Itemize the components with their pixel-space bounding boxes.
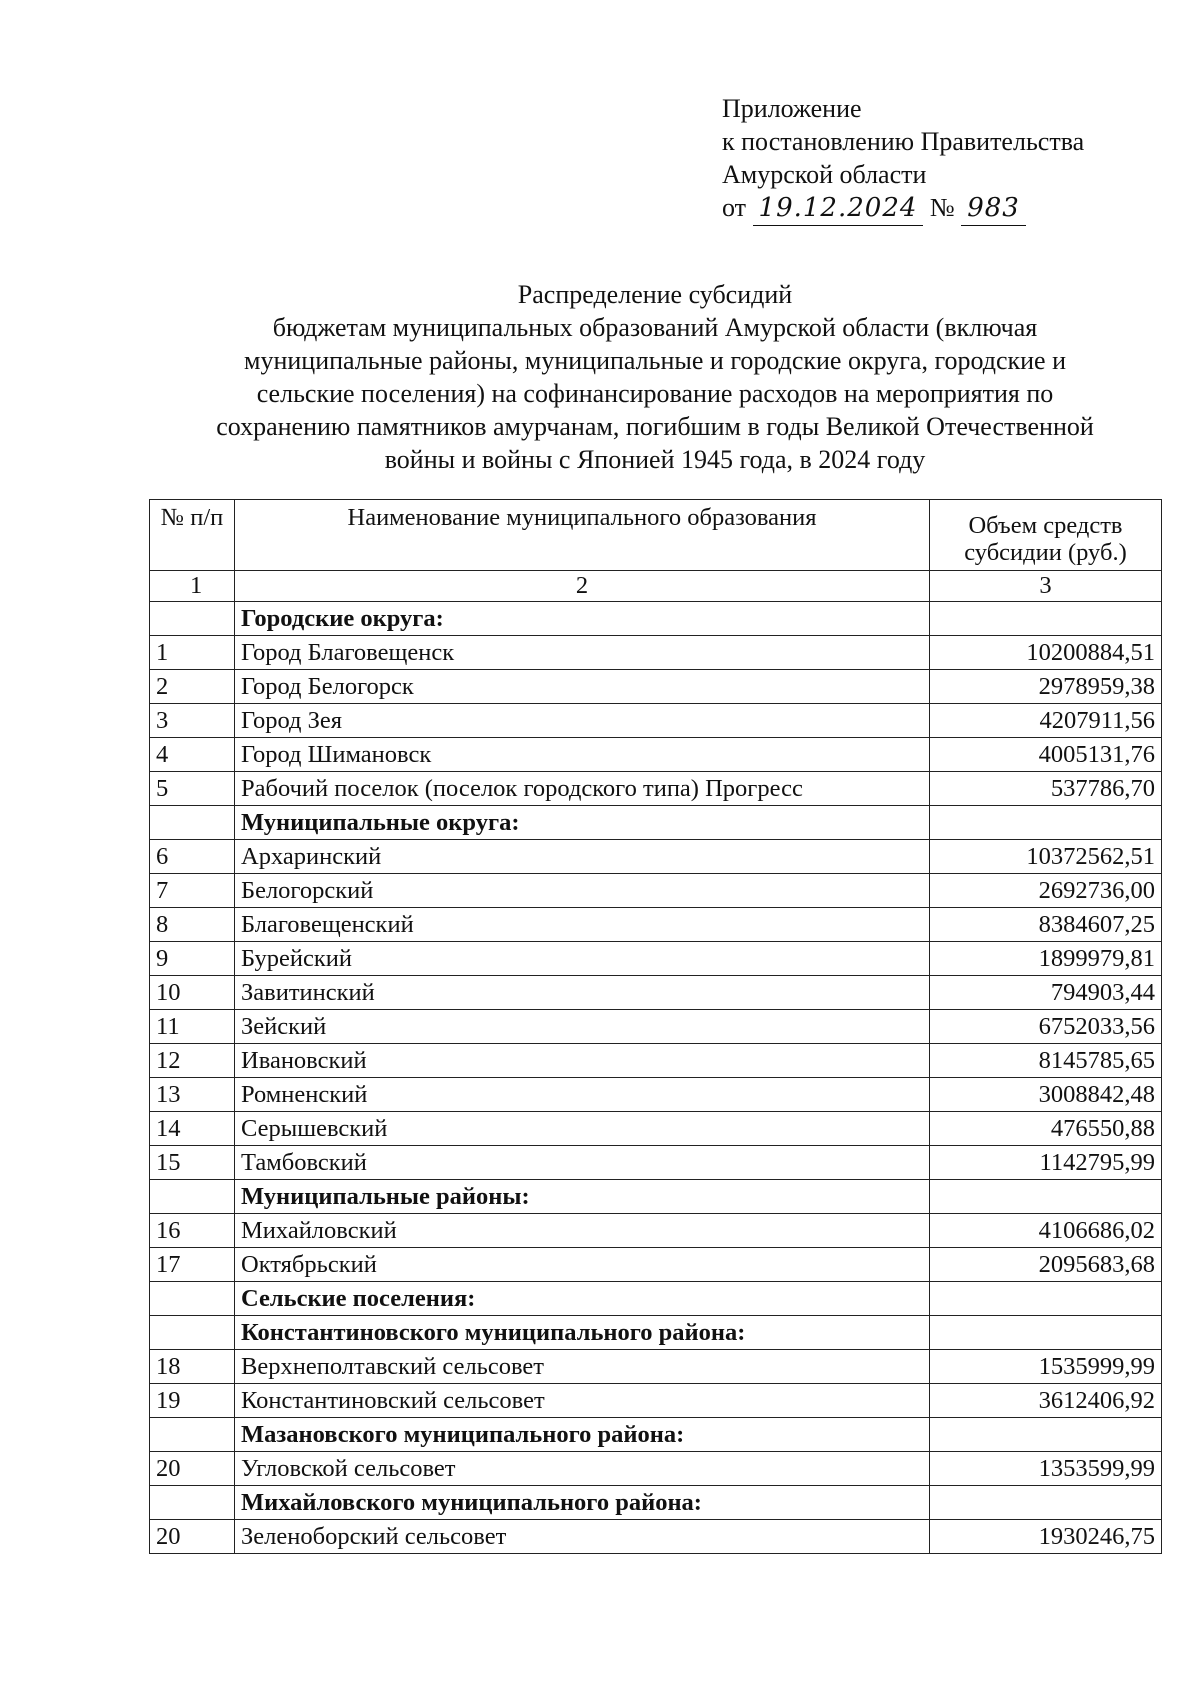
row-amount: 2095683,68 bbox=[930, 1248, 1162, 1282]
row-amount: 6752033,56 bbox=[930, 1010, 1162, 1044]
table-row bbox=[150, 1044, 1162, 1078]
table-row bbox=[150, 704, 1162, 738]
row-number: 11 bbox=[150, 1010, 235, 1044]
row-number bbox=[150, 1486, 235, 1520]
section-row bbox=[150, 1486, 1162, 1520]
subsidy-table bbox=[149, 499, 1162, 1554]
table-row bbox=[150, 772, 1162, 806]
column-number-row bbox=[150, 571, 1162, 602]
appendix-date-line bbox=[722, 191, 1162, 226]
table-row bbox=[150, 1146, 1162, 1180]
row-number: 16 bbox=[150, 1214, 235, 1248]
row-number: 2 bbox=[150, 670, 235, 704]
table-row bbox=[150, 1078, 1162, 1112]
row-number bbox=[150, 1282, 235, 1316]
header-name: Наименование муниципального образования bbox=[235, 500, 930, 571]
row-name: Город Белогорск bbox=[235, 670, 930, 704]
heading-line: Распределение субсидий bbox=[517, 280, 793, 309]
table-row bbox=[150, 1112, 1162, 1146]
column-number: 3 bbox=[930, 571, 1162, 602]
row-number: 1 bbox=[150, 636, 235, 670]
table-body bbox=[150, 602, 1162, 1554]
table-row bbox=[150, 942, 1162, 976]
row-number: 5 bbox=[150, 772, 235, 806]
row-name: Сельские поселения: bbox=[235, 1282, 930, 1316]
row-name: Тамбовский bbox=[235, 1146, 930, 1180]
heading-line: сохранению памятников амурчанам, погибшим в годы Великой Отечественной bbox=[216, 412, 1094, 441]
row-number: 3 bbox=[150, 704, 235, 738]
row-number: 18 bbox=[150, 1350, 235, 1384]
row-number: 20 bbox=[150, 1520, 235, 1554]
row-number: 4 bbox=[150, 738, 235, 772]
section-row bbox=[150, 1418, 1162, 1452]
handwritten-number: 983 bbox=[961, 192, 1026, 226]
row-amount: 476550,88 bbox=[930, 1112, 1162, 1146]
row-number bbox=[150, 602, 235, 636]
table-row bbox=[150, 1248, 1162, 1282]
row-number: 12 bbox=[150, 1044, 235, 1078]
row-name: Благовещенский bbox=[235, 908, 930, 942]
section-row bbox=[150, 806, 1162, 840]
row-name: Белогорский bbox=[235, 874, 930, 908]
row-name: Мазановского муниципального района: bbox=[235, 1418, 930, 1452]
row-number: 9 bbox=[150, 942, 235, 976]
row-number: 13 bbox=[150, 1078, 235, 1112]
row-name: Ивановский bbox=[235, 1044, 930, 1078]
column-number: 2 bbox=[235, 571, 930, 602]
row-name: Городские округа: bbox=[235, 602, 930, 636]
row-amount bbox=[930, 1418, 1162, 1452]
row-name: Завитинский bbox=[235, 976, 930, 1010]
heading-line: войны и войны с Японией 1945 года, в 2024 году bbox=[384, 445, 926, 474]
row-name: Город Зея bbox=[235, 704, 930, 738]
row-name: Город Благовещенск bbox=[235, 636, 930, 670]
row-amount: 8384607,25 bbox=[930, 908, 1162, 942]
row-amount bbox=[930, 602, 1162, 636]
row-name: Город Шимановск bbox=[235, 738, 930, 772]
row-name: Угловской сельсовет bbox=[235, 1452, 930, 1486]
heading-line: бюджетам муниципальных образований Амурской области (включая bbox=[272, 313, 1038, 342]
row-number: 20 bbox=[150, 1452, 235, 1486]
row-number: 8 bbox=[150, 908, 235, 942]
document-heading bbox=[150, 278, 1160, 476]
row-amount bbox=[930, 806, 1162, 840]
row-name: Константиновский сельсовет bbox=[235, 1384, 930, 1418]
table-row bbox=[150, 908, 1162, 942]
row-amount: 4005131,76 bbox=[930, 738, 1162, 772]
row-number bbox=[150, 1418, 235, 1452]
row-name: Ромненский bbox=[235, 1078, 930, 1112]
row-number: 15 bbox=[150, 1146, 235, 1180]
row-amount: 3008842,48 bbox=[930, 1078, 1162, 1112]
row-amount: 3612406,92 bbox=[930, 1384, 1162, 1418]
row-amount: 794903,44 bbox=[930, 976, 1162, 1010]
row-amount: 4106686,02 bbox=[930, 1214, 1162, 1248]
row-name: Архаринский bbox=[235, 840, 930, 874]
header-number: № п/п bbox=[150, 500, 235, 571]
row-amount bbox=[930, 1282, 1162, 1316]
row-name: Октябрьский bbox=[235, 1248, 930, 1282]
row-amount: 8145785,65 bbox=[930, 1044, 1162, 1078]
row-amount: 10200884,51 bbox=[930, 636, 1162, 670]
heading-line: муниципальные районы, муниципальные и городские округа, городские и bbox=[244, 346, 1066, 375]
table-row bbox=[150, 1010, 1162, 1044]
table-row bbox=[150, 636, 1162, 670]
row-amount: 2978959,38 bbox=[930, 670, 1162, 704]
row-number bbox=[150, 1180, 235, 1214]
appendix-block bbox=[722, 92, 1162, 226]
row-name: Константиновского муниципального района: bbox=[235, 1316, 930, 1350]
row-amount: 1899979,81 bbox=[930, 942, 1162, 976]
section-row bbox=[150, 1180, 1162, 1214]
header-amount: Объем средств субсидии (руб.) bbox=[930, 500, 1162, 571]
table-row bbox=[150, 1520, 1162, 1554]
row-name: Верхнеполтавский сельсовет bbox=[235, 1350, 930, 1384]
table-row bbox=[150, 738, 1162, 772]
row-number: 10 bbox=[150, 976, 235, 1010]
row-name: Рабочий поселок (поселок городского типа) Прогресс bbox=[235, 772, 930, 806]
row-amount bbox=[930, 1486, 1162, 1520]
row-name: Михайловского муниципального района: bbox=[235, 1486, 930, 1520]
table-row bbox=[150, 840, 1162, 874]
section-row bbox=[150, 1316, 1162, 1350]
row-number bbox=[150, 1316, 235, 1350]
row-number bbox=[150, 806, 235, 840]
row-name: Зеленоборский сельсовет bbox=[235, 1520, 930, 1554]
table-row bbox=[150, 670, 1162, 704]
appendix-region-line: Амурской области bbox=[722, 160, 927, 189]
row-amount: 1353599,99 bbox=[930, 1452, 1162, 1486]
table-row bbox=[150, 976, 1162, 1010]
row-amount: 1535999,99 bbox=[930, 1350, 1162, 1384]
row-number: 19 bbox=[150, 1384, 235, 1418]
table-row bbox=[150, 1350, 1162, 1384]
row-name: Зейский bbox=[235, 1010, 930, 1044]
handwritten-date: 19.12.2024 bbox=[753, 192, 924, 226]
row-amount bbox=[930, 1316, 1162, 1350]
row-name: Бурейский bbox=[235, 942, 930, 976]
date-prefix: от bbox=[722, 193, 747, 222]
table-row bbox=[150, 1384, 1162, 1418]
row-amount: 1930246,75 bbox=[930, 1520, 1162, 1554]
row-number: 7 bbox=[150, 874, 235, 908]
row-number: 17 bbox=[150, 1248, 235, 1282]
appendix-title: Приложение bbox=[722, 94, 862, 123]
row-number: 6 bbox=[150, 840, 235, 874]
row-name: Михайловский bbox=[235, 1214, 930, 1248]
row-number: 14 bbox=[150, 1112, 235, 1146]
table-row bbox=[150, 1452, 1162, 1486]
row-amount: 10372562,51 bbox=[930, 840, 1162, 874]
row-name: Муниципальные районы: bbox=[235, 1180, 930, 1214]
row-name: Серышевский bbox=[235, 1112, 930, 1146]
row-amount: 537786,70 bbox=[930, 772, 1162, 806]
section-row bbox=[150, 602, 1162, 636]
column-number: 1 bbox=[150, 571, 235, 602]
row-amount: 4207911,56 bbox=[930, 704, 1162, 738]
table-row bbox=[150, 874, 1162, 908]
section-row bbox=[150, 1282, 1162, 1316]
heading-line: сельские поселения) на софинансирование расходов на мероприятия по bbox=[256, 379, 1054, 408]
row-name: Муниципальные округа: bbox=[235, 806, 930, 840]
row-amount: 1142795,99 bbox=[930, 1146, 1162, 1180]
row-amount bbox=[930, 1180, 1162, 1214]
table-header-row bbox=[150, 500, 1162, 571]
appendix-resolution-line: к постановлению Правительства bbox=[722, 127, 1085, 156]
number-sign: № bbox=[929, 193, 955, 222]
row-amount: 2692736,00 bbox=[930, 874, 1162, 908]
table-row bbox=[150, 1214, 1162, 1248]
